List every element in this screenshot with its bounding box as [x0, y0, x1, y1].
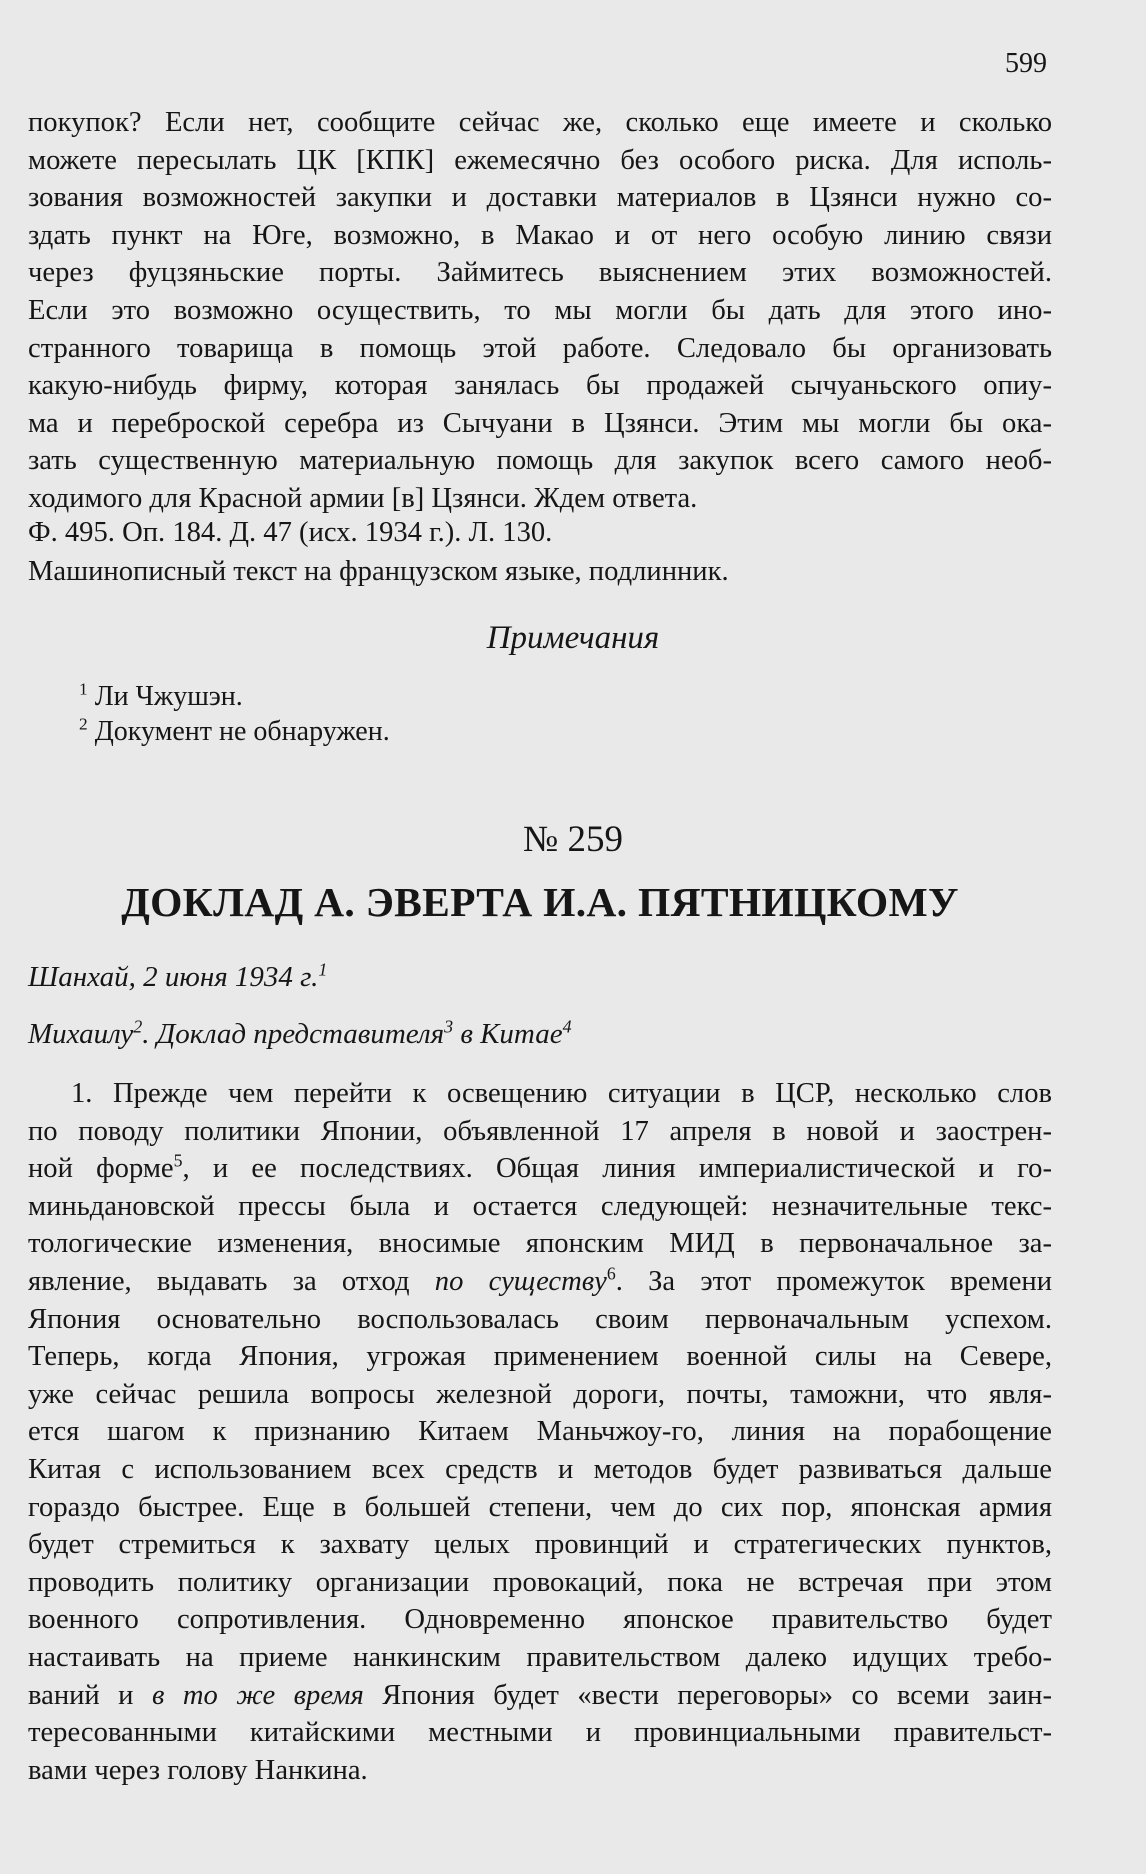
footnote-text: Документ не обнаружен. — [94, 716, 390, 747]
footnote-item — [79, 681, 243, 713]
text-line: Япония основательно воспользовалась своим первоначальным успехом. — [28, 1303, 1052, 1335]
page-number: 599 — [1005, 48, 1047, 79]
subtitle-text: в Китае — [453, 1018, 563, 1050]
report-paragraph — [28, 1075, 1052, 1789]
document-number: № 259 — [522, 819, 624, 860]
text-line: вами через голову Нанкина. — [28, 1754, 368, 1786]
text-line: Теперь, когда Япония, угрожая применением военной силы на Севере, — [28, 1341, 1052, 1373]
text-line: тологические изменения, вносимые японским МИД в первоначальное за- — [28, 1228, 1052, 1260]
text-span: явление, выдавать за отход — [28, 1265, 435, 1297]
text-span: ной форме — [28, 1153, 174, 1185]
text-line: Китая с использованием всех средств и методов будет развиваться дальше — [28, 1453, 1052, 1485]
text-span: ваний и — [28, 1679, 152, 1711]
footnote-mark: 2 — [133, 1016, 143, 1037]
intro-paragraph — [28, 104, 1052, 518]
emphasis: по существу — [434, 1265, 607, 1297]
text-span: Япония будет «вести переговоры» со всеми заин- — [363, 1679, 1052, 1711]
text-line: ходимого для Красной армии [в] Цзянси. Ждем ответа. — [28, 482, 698, 514]
text-line: гораздо быстрее. Еще в большей степени, чем до сих пор, японская армия — [28, 1491, 1052, 1523]
text-span: , и ее последствиях. Общая линия империалистической и го- — [182, 1153, 1052, 1185]
document-title: ДОКЛАД А. ЭВЕРТА И.А. ПЯТНИЦКОМУ — [121, 879, 959, 925]
place-date — [28, 961, 327, 994]
text-line: Если это возможно осуществить, то мы могли бы дать для этого ино- — [28, 294, 1052, 326]
text-line: ма и переброской серебра из Сычуани в Цзянси. Этим мы могли бы ока- — [28, 407, 1052, 439]
footnote-mark: 6 — [606, 1263, 616, 1284]
emphasis: в то же время — [151, 1679, 364, 1711]
subtitle-text: . Доклад представителя — [142, 1018, 445, 1050]
text-line — [28, 1263, 1052, 1301]
text-line: покупок? Если нет, сообщите сейчас же, сколько еще имеете и сколько — [28, 107, 1052, 138]
footnote-mark: 5 — [173, 1150, 183, 1171]
text-line: зать существенную материальную помощь для закупок всего самого необ- — [28, 445, 1052, 477]
text-line: 1. Прежде чем перейти к освещению ситуации в ЦСР, несколько слов — [71, 1078, 1052, 1109]
footnote-mark: 4 — [562, 1016, 572, 1037]
footnote-mark: 1 — [318, 959, 328, 980]
text-line: настаивать на приеме нанкинским правительством далеко идущих требо- — [28, 1641, 1052, 1673]
text-line: по поводу политики Японии, объявленной 17 апреля в новой и заострен- — [28, 1115, 1052, 1147]
text-line: проводить политику организации провокаций, пока не встречая при этом — [28, 1566, 1052, 1598]
archive-reference: Ф. 495. Оп. 184. Д. 47 (исх. 1934 г.). Л. 130. — [28, 517, 553, 548]
footnote-mark: 2 — [79, 714, 88, 734]
text-line: можете пересылать ЦК [КПК] ежемесячно без особого риска. Для исполь- — [28, 144, 1052, 176]
document-subtitle — [28, 1018, 572, 1051]
footnote-mark: 3 — [444, 1016, 454, 1037]
footnote-text: Ли Чжушэн. — [94, 681, 243, 712]
text-line: будет стремиться к захвату целых провинций и стратегических пунктов, — [28, 1529, 1052, 1561]
text-line: уже сейчас решила вопросы железной дороги, почты, таможни, что явля- — [28, 1378, 1052, 1410]
text-line: здать пункт на Юге, возможно, в Макао и от него особую линию связи — [28, 219, 1052, 251]
text-line — [28, 1677, 1052, 1715]
text-line: какую-нибудь фирму, которая занялась бы продажей сычуаньского опиу- — [28, 370, 1052, 402]
addressee: Михаилу — [28, 1018, 134, 1050]
source-description: Машинописный текст на французском языке, подлинник. — [28, 556, 729, 587]
place-date-text: Шанхай, 2 июня 1934 г. — [28, 961, 319, 993]
text-line — [28, 1150, 1052, 1188]
text-line: зования возможностей закупки и доставки материалов в Цзянси нужно со- — [28, 182, 1052, 214]
text-span: . За этот промежуток времени — [615, 1265, 1052, 1297]
text-line: миньдановской прессы была и остается следующей: незначительные текс- — [28, 1190, 1052, 1222]
footnote-mark: 1 — [79, 679, 88, 699]
text-line: ется шагом к признанию Китаем Маньчжоу-го, линия на порабощение — [28, 1416, 1052, 1448]
text-line: через фуцзяньские порты. Займитесь выяснением этих возможностей. — [28, 257, 1052, 289]
footnote-item — [79, 716, 390, 748]
text-line: военного сопротивления. Одновременно японское правительство будет — [28, 1604, 1052, 1636]
text-line: тересованными китайскими местными и провинциальными правительст- — [28, 1717, 1052, 1749]
text-line: странного товарища в помощь этой работе. Следовало бы организовать — [28, 332, 1052, 364]
notes-heading: Примечания — [486, 620, 660, 656]
